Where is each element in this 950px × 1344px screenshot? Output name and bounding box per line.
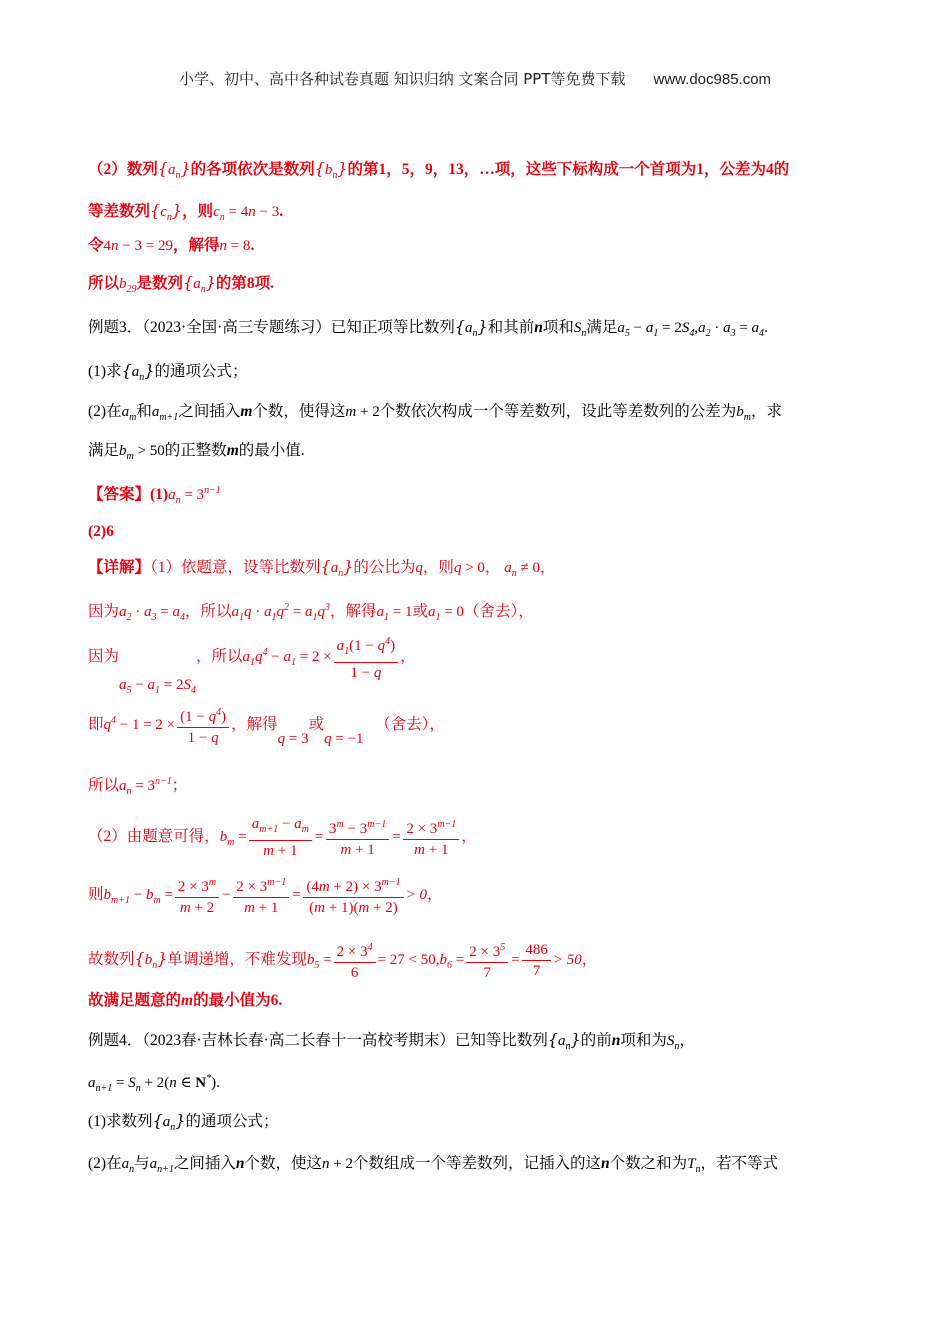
detail-line-1: 【详解】（1）依题意，设等比数列$\{a_n\}$的公比为q，则q > 0， $a_n \ne 0$， <box>88 557 556 579</box>
example4-condition: $a_{n+1} = S_n + 2(n$ ∈ N*). <box>88 1073 221 1094</box>
detail-line-3: 因为$a_5 - a_1 = 2S_4$，所以$a_1q^4 - a_1 = 2$ × $\frac{a_1(1 - q^4)}{1 - q}$ ， <box>88 632 416 702</box>
page-header <box>0 68 950 89</box>
detail-line-6: （2）由题意可得，$b_m$ = $\frac{a_{m+1} - a_m}{m + 1}$ = $\frac{3^m - 3^{m-1}}{m + 1}$ = $\frac{2 \times 3^{m-1}}{m + 1}$ ， <box>88 816 477 859</box>
example4-stem: 例题4．（2023春·吉林长春·高二长春十一高校考期末）已知等比数列$\{a_n\}$的前n项和为$S_n$， <box>88 1030 695 1052</box>
detail-line-9: 故满足题意的m的最小值为6. <box>88 992 283 1009</box>
header-text: 小学、初中、高中各种试卷真题 知识归纳 文案合同 PPT等免费下载 <box>178 70 626 88</box>
answer-line-1: 【答案】$(1)a_n = 3^{n-1}$ <box>88 485 221 506</box>
answer-line-2: (2)6 <box>88 523 114 540</box>
prev-line-4: 所以$b_{29}$是数列$\{a_n\}$的第8项. <box>88 273 275 295</box>
prev-line-2: 等差数列$\{c_n\}$，则$c_n = 4n - 3$. <box>88 201 284 223</box>
header-site: www.doc985.com <box>653 71 772 88</box>
example3-q2-line2: 满足$b_m > 50$的正整数m的最小值. <box>88 442 305 462</box>
example3-stem: 例题3．（2023·全国·高三专题练习）已知正项等比数列$\{a_n\}$和其前n项和$S_n$满足$a_5 - a_1 = 2S_4,a_2 \cdot a_3 = a_4$. <box>88 317 768 339</box>
prev-line-3: 令4n − 3 = 29，解得n = 8. <box>88 237 255 254</box>
detail-line-5: 所以$a_n = 3^{n-1}$； <box>88 776 188 797</box>
example3-q1: (1)求$\{a_n\}$的通项公式； <box>88 361 248 383</box>
example3-q2-line1: (2)在$a_m$和$a_{m+1}$之间插入m个数，使得这m + 2个数依次构成一个等差数列，设此等差数列的公差为$b_m$，求 <box>88 403 782 423</box>
example4-q2: (2)在$a_n$与$a_{n+1}$之间插入n个数，使这n + 2个数组成一个等差数列，记插入的这n个数之和为$T_n$，若不等式 <box>88 1155 778 1175</box>
detail-line-4: 即$q^4 - 1 = 2$ × $\frac{(1 - q^4)}{1 - q}$ ，解得q = 3或q = −1 （舍去）， <box>88 703 445 750</box>
detail-line-2: 因为$a_2 \cdot a_3 = a_4$，所以$a_1q \cdot a_1q^2 = a_1q^3$，解得$a_1 = 1$或$a_1 = 0$（舍去）， <box>88 602 534 623</box>
example4-q1: (1)求数列$\{a_n\}$的通项公式； <box>88 1111 279 1133</box>
prev-line-1: （2）数列$\{a_n\}$的各项依次是数列$\{b_n\}$的第1，5，9，13，…项，这些下标构成一个首项为1，公差为4的 <box>88 159 790 181</box>
detail-line-8: 故数列$\{b_n\}$单调递增，不难发现$b_5$ = $\frac{2 \times 3^4}{6}$ = $27 < 50,b_6$ = $\frac{2 \times 3^5}{7}$ = $\frac{486}{7}$ > 50， <box>88 938 597 983</box>
detail-line-7: 则$b_{m+1} - b_m$ = $\frac{2 \times 3^m}{m + 2}$ − $\frac{2 \times 3^{m-1}}{m + 1}$ = $\frac{(4m + 2) \times 3^{m-1}}{(m + 1)(m + 2)}$ > 0， <box>88 873 442 918</box>
